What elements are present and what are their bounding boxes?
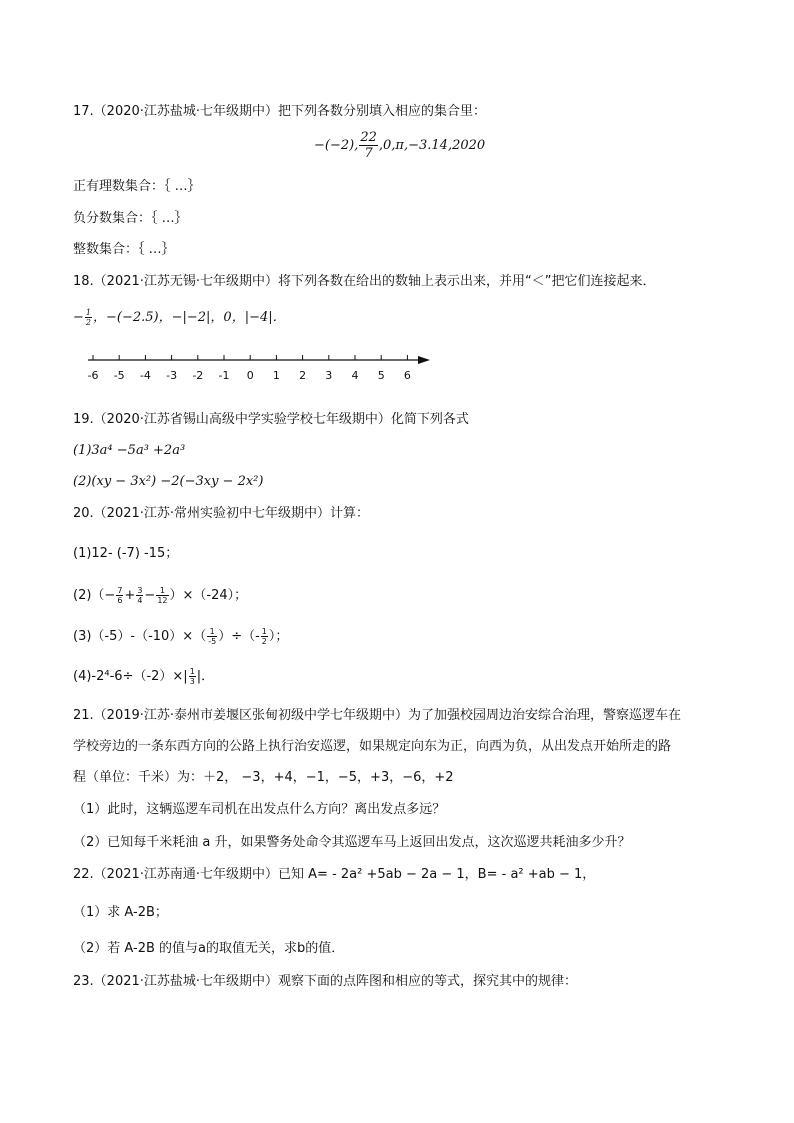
number-line-tick-label: -2 — [192, 369, 204, 382]
number-line-tick-label: 1 — [272, 369, 280, 382]
q20-part-4: (4)-2⁴-6÷（-2）×| $\frac{1}{3}$ |． — [73, 667, 215, 686]
number-line-tick-label: 0 — [246, 369, 254, 382]
q20-part-2: (2)（− $\frac{7}{6}$ + $\frac{3}{4}$ − $\frac{1}{12}$ ）×（-24）； — [73, 586, 248, 605]
number-line-tick-label: -5 — [113, 369, 125, 382]
q21-sub-1: （1）此时，这辆巡逻车司机在出发点什么方向？离出发点多远？ — [73, 802, 446, 817]
q22-sub-2: （2）若 A-2B 的值与a的取值无关，求b的值． — [73, 941, 345, 956]
number-line-arrow-icon — [418, 356, 430, 364]
number-line-tick-label: 2 — [299, 369, 307, 382]
q17-integer-set: 整数集合：｛ …｝ — [73, 242, 175, 257]
number-line-tick-label: -4 — [139, 369, 151, 382]
number-line-tick-label: 3 — [325, 369, 333, 382]
q21-line-2: 学校旁边的一条东西方向的公路上执行治安巡逻，如果规定向东为正，向西为负，从出发点开始所走的路 — [73, 739, 672, 754]
q17-heading: 17.（2020·江苏盐城·七年级期中）把下列各数分别填入相应的集合里： — [73, 104, 487, 119]
q17-positive-rational-set: 正有理数集合：｛ …｝ — [73, 179, 201, 194]
q17-number-list — [314, 130, 485, 161]
q22-heading: 22.（2021·江苏南通·七年级期中）已知 A= - 2a² +5ab − 2a − 1，B= - a² +ab − 1， — [73, 867, 596, 882]
q17-numbers-part-a: −(−2), — [314, 138, 359, 153]
q17-fraction: $\frac{22}{7}$ — [360, 130, 377, 161]
number-line-tick-label: -1 — [218, 369, 230, 382]
q19-part-2: (2)(xy − 3x²) −2(−3xy − 2x²) — [73, 474, 264, 489]
q17-numbers-part-b: ,0,π,−3.14,2020 — [378, 138, 486, 153]
q22-sub-1: （1）求 A-2B； — [73, 905, 168, 920]
q23-heading: 23.（2021·江苏盐城·七年级期中）观察下面的点阵图和相应的等式，探究其中的规律： — [73, 974, 578, 989]
q21-sub-2: （2）已知每千米耗油 a 升，如果警务处命令其巡逻车马上返回出发点，这次巡逻共耗油多少升？ — [73, 835, 631, 850]
q19-heading: 19.（2020·江苏省锡山高级中学实验学校七年级期中）化简下列各式 — [73, 412, 469, 427]
number-line — [0, 345, 794, 405]
number-line-tick-label: -3 — [166, 369, 178, 382]
q18-fraction: $\frac{1}{2}$ — [85, 308, 91, 327]
q20-part-3: (3)（-5）-（-10）×（ $\frac{1}{-5}$ ）÷（- $\frac{1}{2}$ ）； — [73, 627, 289, 646]
number-line-tick-label: 6 — [403, 369, 411, 382]
q18-heading: 18.（2021·江苏无锡·七年级期中）将下列各数在给出的数轴上表示出来，并用“＜”把它们连接起来． — [73, 274, 656, 289]
q18-number-list: − $\frac{1}{2}$ ，−(−2.5)，−|−2|，0，|−4|． — [73, 308, 286, 327]
q20-heading: 20.（2021·江苏·常州实验初中七年级期中）计算： — [73, 506, 370, 521]
q17-negative-fraction-set: 负分数集合：｛ …｝ — [73, 211, 188, 226]
q20-part-1: (1)12- (-7) -15； — [73, 546, 179, 561]
number-line-tick-label: -6 — [87, 369, 99, 382]
q19-part-1: (1)3a⁴ −5a³ +2a³ — [73, 443, 186, 458]
q21-line-1: 21.（2019·江苏·泰州市姜堰区张甸初级中学七年级期中）为了加强校园周边治安综合治理，警察巡逻车在 — [73, 708, 682, 723]
number-line-tick-label: 4 — [351, 369, 359, 382]
q21-line-3: 程（单位：千米）为：＋2， −3，+4，−1，−5，+3，−6，+2 — [73, 770, 454, 785]
number-line-tick-label: 5 — [377, 369, 385, 382]
